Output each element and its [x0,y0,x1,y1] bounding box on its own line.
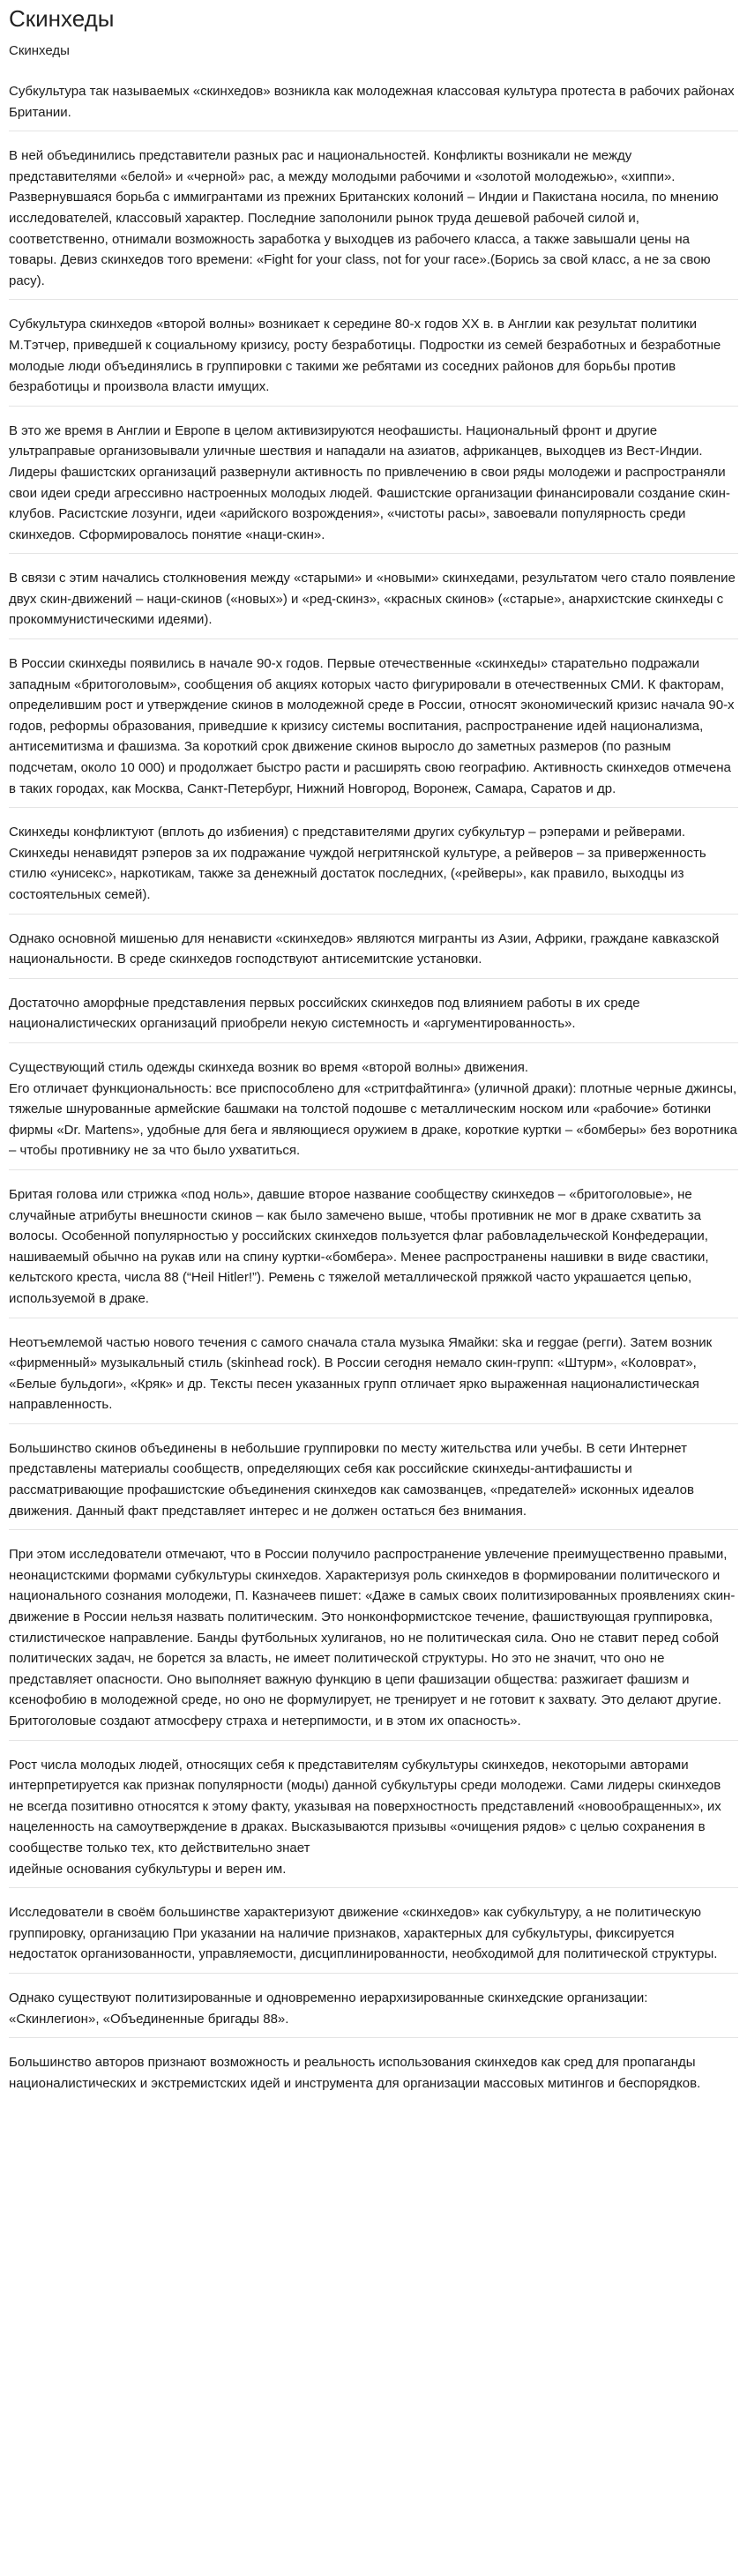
paragraph: Исследователи в своём большинстве характеризуют движение «скинхедов» как субкультуру, а не политическую группировку, организацию При указании на наличие признаков, характерных для субкультуры, фиксируется недостаток организованности, управляемости, дисциплинированности, необходимой для политической структуры. [9,1902,738,1974]
article-body [9,81,738,2102]
paragraph: В ней объединились представители разных рас и национальностей. Конфликты возникали не между представителями «белой» и «черной» рас, а между молодыми рабочими и «золотой молодежью», «хиппи». Развернувшаяся борьба с иммигрантами из прежних Британских колоний – Индии и Пакистана носила, по мнению исследователей, классовый характер. Последние заполонили рынок труда дешевой рабочей силой и, соответственно, отнимали возможность заработка у выходцев из рабочего класса, а также завышали цены на товары. Девиз скинхедов того времени: «Fight for your class, not for your race».(Борись за свой класс, а не за свою расу). [9,146,738,300]
paragraph: Однако основной мишенью для ненависти «скинхедов» являются мигранты из Азии, Африки, граждане кавказской национальности. В среде скинхедов господствуют антисемитские установки. [9,929,738,979]
paragraph: Субкультура так называемых «скинхедов» возникла как молодежная классовая культура протеста в рабочих районах Британии. [9,81,738,131]
paragraph: В России скинхеды появились в начале 90-х годов. Первые отечественные «скинхеды» старательно подражали западным «бритоголовым», сообщения об акциях которых часто фигурировали в отечественных СМИ. К факторам, определившим рост и утверждение скинов в молодежной среде в России, относят экономический кризис начала 90-х годов, реформы образования, приведшие к кризису системы воспитания, распространение идей национализма, антисемитизма и фашизма. За короткий срок движение скинов выросло до заметных размеров (по разным подсчетам, около 10 000) и продолжает быстро расти и расширять свою географию. Активность скинхедов отмечена в таких городах, как Москва, Санкт-Петербург, Нижний Новгород, Воронеж, Самара, Саратов и др. [9,653,738,808]
paragraph: Большинство авторов признают возможность и реальность использования скинхедов как сред для пропаганды националистических и экстремистских идей и инструмента для организации массовых митингов и беспорядков. [9,2055,701,2091]
paragraph: Однако существуют политизированные и одновременно иерархизированные скинхедские организации: «Скинлегион», «Объединенные бригады 88». [9,1988,738,2038]
paragraph: В это же время в Англии и Европе в целом активизируются неофашисты. Национальный фронт и другие ультраправые организовывали уличные шествия и нападали на азиатов, африканцев, выходцев из Вест-Индии. Лидеры фашистских организаций развернули активность по привлечению в свои ряды молодежи и распространяли свои идеи среди агрессивно настроенных молодых людей. Фашистские организации финансировали создание скин-клубов. Расистские лозунги, идеи «арийского возрождения», «чистоты расы», завоевали популярность среди скинхедов. Сформировалось понятие «наци-скин». [9,421,738,555]
page-subtitle: Скинхеды [9,43,70,58]
paragraph: При этом исследователи отмечают, что в России получило распространение увлечение преимущественно правыми, неонацистскими формами субкультуры скинхедов. Характеризуя роль скинхедов в формировании политического и национального сознания молодежи, П. Казначеев пишет: «Даже в самых своих политизированных проявлениях скин-движение в России нельзя назвать политическим. Это нонконформистское течение, фашиствующая группировка, стилистическое направление. Банды футбольных хулиганов, но не политическая сила. Оно не ставит перед собой политических задач, не борется за власть, не имеет политической структуры. Но это не значит, что оно не представляет опасности. Оно выполняет важную функцию в цепи фашизации общества: разжигает фашизм и ксенофобию в молодежной среде, но оно не формулирует, не тренирует и не готовит к захвату. Это делают другие. Бритоголовые создают атмосферу страха и нетерпимости, и в этом их опасность». [9,1544,738,1740]
paragraph: Рост числа молодых людей, относящих себя к представителям субкультуры скинхедов, некоторыми авторами интерпретируется как признак популярности (моды) данной субкультуры среди молодежи. Сами лидеры скинхедов не всегда позитивно относятся к этому факту, указывая на поверхностность представлений «новообращенных», их нацеленность на самоутверждение в драках. Высказываются призывы «очищения рядов» с целью сохранения в сообществе только тех, кто действительно знает идейные основания субкультуры и верен им. [9,1755,738,1889]
paragraph: Бритая голова или стрижка «под ноль», давшие второе название сообществу скинхедов – «бритоголовые», не случайные атрибуты внешности скинов – как было замечено выше, чтобы противник не мог в драке схватить за волосы. Особенной популярностью у российских скинхедов пользуется флаг рабовладельческой Конфедерации, нашиваемый обычно на рукав или на спину куртки-«бомбера». Менее распространены нашивки в виде свастики, кельтского креста, числа 88 (“Heil Hitler!”). Ремень с тяжелой металлической пряжкой часто украшается цепью, используемой в драке. [9,1184,738,1318]
page-title: Скинхеды [9,5,115,32]
paragraph: Неотъемлемой частью нового течения с самого сначала стала музыка Ямайки: ska и reggae (регги). Затем возник «фирменный» музыкальный стиль (skinhead rock). В России сегодня немало скин-групп: «Штурм», «Коловрат», «Белые бульдоги», «Кряк» и др. Тексты песен указанных групп отличает ярко выраженная националистическая направленность. [9,1333,738,1424]
paragraph: Большинство скинов объединены в небольшие группировки по месту жительства или учебы. В сети Интернет представлены материалы сообществ, определяющих себя как российские скинхеды-антифашисты и рассматривающие профашистские объединения скинхедов как самозванцев, «предателей» исконных идеалов движения. Данный факт представляет интерес и не должен остаться без внимания. [9,1438,738,1530]
paragraph: Скинхеды конфликтуют (вплоть до избиения) с представителями других субкультур – рэперами и рейверами. Скинхеды ненавидят рэперов за их подражание чуждой негритянской культуре, а рейверов – за приверженность стилю «унисекс», наркотикам, также за денежный достаток последних, («рейверы», как правило, выходцы из состоятельных семей). [9,822,738,914]
paragraph: Существующий стиль одежды скинхеда возник во время «второй волны» движения. Его отличает функциональность: все приспособлено для «стритфайтинга» (уличной драки): плотные черные джинсы, тяжелые шнурованные армейские башмаки на толстой подошве с металлическим носком или «рабочие» ботинки фирмы «Dr. Martens», удобные для бега и являющиеся оружием в драке, короткие куртки – «бомберы» без воротника – чтобы противнику не за что было ухватиться. [9,1057,738,1170]
paragraph: В связи с этим начались столкновения между «старыми» и «новыми» скинхедами, результатом чего стало появление двух скин-движений – наци-скинов («новых») и «ред-скинз», «красных скинов» («старые», анархистские скинхеды с прокоммунистическими идеями). [9,568,738,639]
paragraph: Субкультура скинхедов «второй волны» возникает к середине 80-х годов XX в. в Англии как результат политики М.Тэтчер, приведшей к социальному кризису, росту безработицы. Подростки из семей безработных и безработные молодые люди объединялись в группировки с такими же ребятами из соседних районов для борьбы против безработицы и произвола власти имущих. [9,314,738,406]
paragraph: Достаточно аморфные представления первых российских скинхедов под влиянием работы в их среде националистических организаций приобрели некую системность и «аргументированность». [9,993,738,1043]
